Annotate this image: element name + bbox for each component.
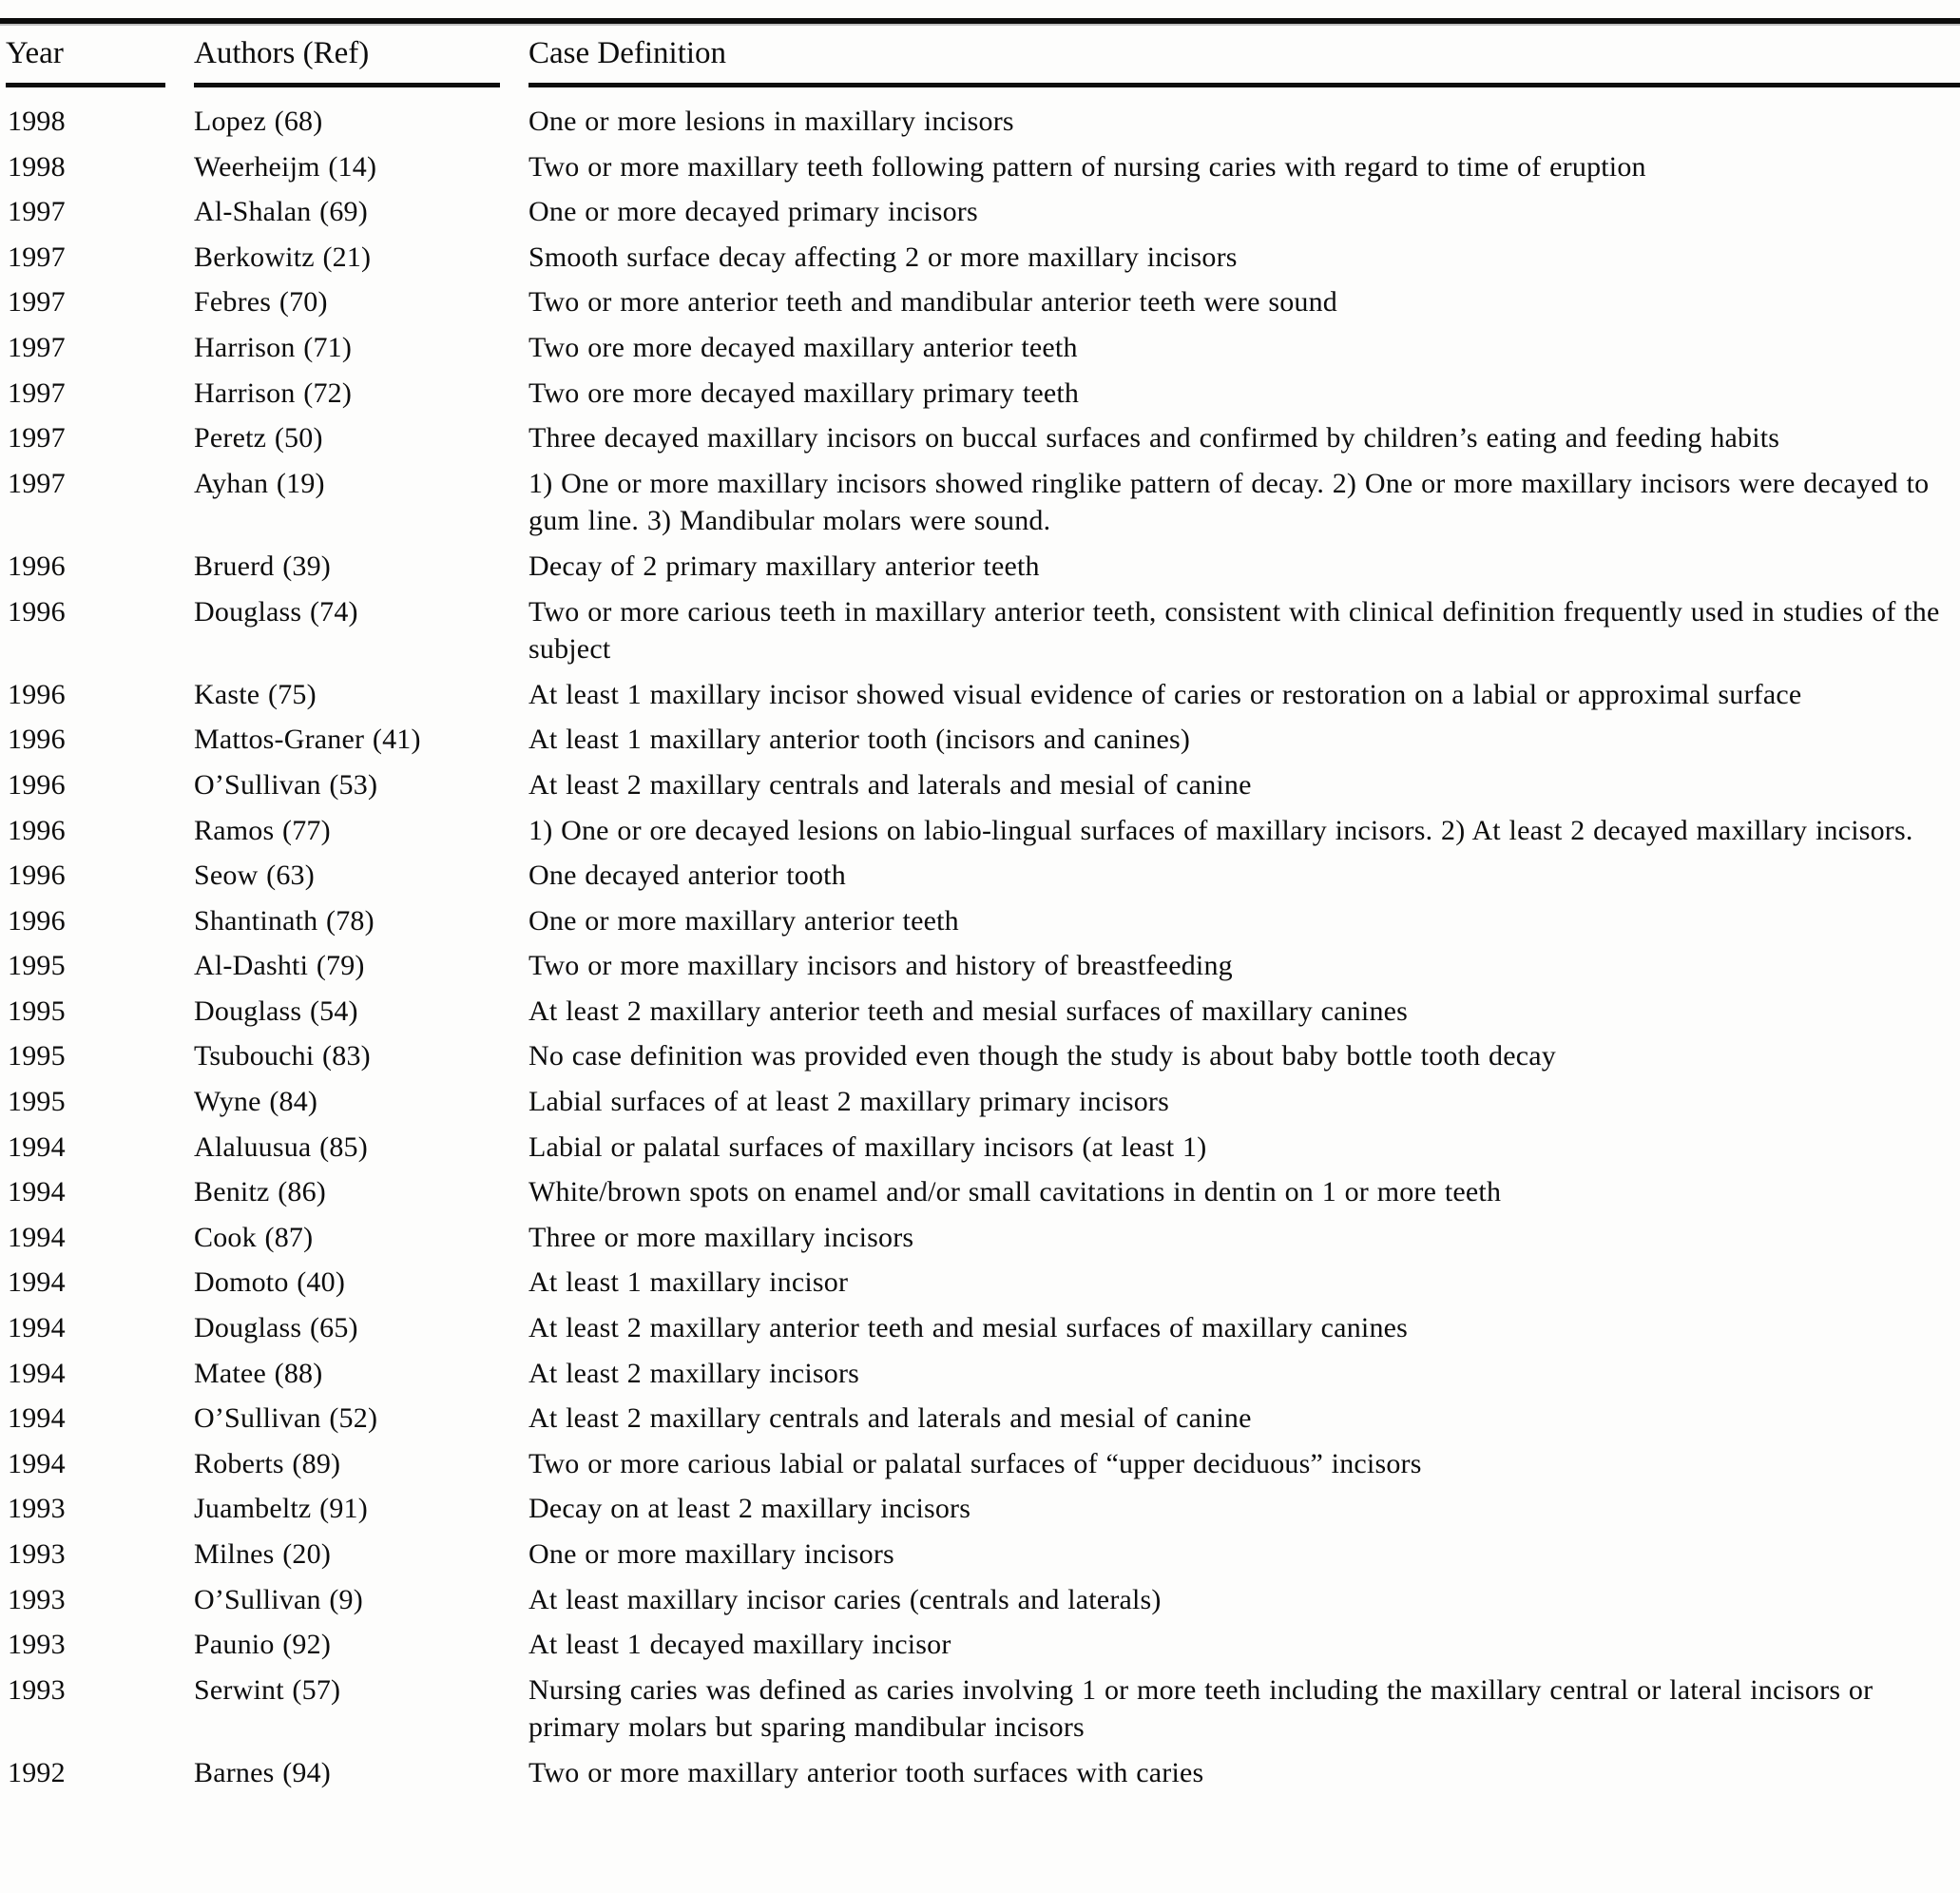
- cell-definition: At least maxillary incisor caries (centrals and laterals): [528, 1583, 1162, 1615]
- cell-authors: Weerheijm (14): [194, 150, 377, 183]
- table-row: [0, 1532, 1960, 1577]
- cell-year: 1994: [8, 1357, 66, 1389]
- column-header-case-definition: [528, 13, 1960, 87]
- table-row: [0, 1169, 1960, 1215]
- cell-year: 1995: [8, 1086, 66, 1118]
- cell-year: 1994: [8, 1447, 66, 1479]
- column-header-case-definition-label: Case Definition: [528, 36, 727, 70]
- cell-definition: Three decayed maxillary incisors on buccal surfaces and confirmed by children’s eating and feeding habits: [528, 422, 1780, 454]
- cell-year: 1997: [8, 422, 66, 454]
- cell-year: 1993: [8, 1673, 66, 1706]
- cell-year: 1996: [8, 768, 66, 801]
- cell-year: 1998: [8, 150, 66, 183]
- cell-definition: Labial or palatal surfaces of maxillary incisors (at least 1): [528, 1130, 1207, 1163]
- cell-authors: O’Sullivan (52): [194, 1402, 378, 1435]
- table-row: [0, 371, 1960, 416]
- column-header-year-label: Year: [6, 36, 64, 70]
- cell-authors: Tsubouchi (83): [194, 1040, 371, 1072]
- cell-definition: Decay on at least 2 maxillary incisors: [528, 1493, 971, 1525]
- cell-year: 1994: [8, 1176, 66, 1208]
- cell-definition: Three or more maxillary incisors: [528, 1221, 914, 1253]
- cell-year: 1996: [8, 814, 66, 846]
- cell-authors: Douglass (65): [194, 1312, 358, 1344]
- cell-authors: Bruerd (39): [194, 550, 331, 582]
- table-row: [0, 589, 1960, 672]
- column-header-authors-label: Authors (Ref): [194, 36, 370, 70]
- cell-definition: One or more maxillary incisors: [528, 1538, 894, 1570]
- cell-authors: Roberts (89): [194, 1447, 341, 1479]
- table-row: [0, 145, 1960, 190]
- table-row: [0, 1396, 1960, 1441]
- cell-year: 1994: [8, 1312, 66, 1344]
- cell-year: 1993: [8, 1629, 66, 1661]
- cell-year: 1995: [8, 995, 66, 1027]
- cell-authors: Juambeltz (91): [194, 1493, 368, 1525]
- cell-authors: Ramos (77): [194, 814, 331, 846]
- cell-definition: One or more decayed primary incisors: [528, 196, 978, 228]
- cell-authors: O’Sullivan (9): [194, 1583, 363, 1615]
- cell-year: 1992: [8, 1756, 66, 1788]
- cell-definition: Labial surfaces of at least 2 maxillary primary incisors: [528, 1086, 1169, 1118]
- cell-authors: Milnes (20): [194, 1538, 332, 1570]
- table-row: [0, 1260, 1960, 1305]
- table-row: [0, 717, 1960, 763]
- table-row: [0, 1305, 1960, 1351]
- table-row: [0, 1577, 1960, 1623]
- cell-definition: Two or more carious teeth in maxillary anterior teeth, consistent with clinical definition frequently used in studies of the subject: [528, 595, 1940, 666]
- case-definition-table: [0, 13, 1960, 1796]
- cell-authors: Douglass (54): [194, 995, 358, 1027]
- cell-definition: At least 2 maxillary centrals and laterals and mesial of canine: [528, 1402, 1252, 1435]
- cell-year: 1996: [8, 860, 66, 892]
- cell-authors: Harrison (72): [194, 377, 353, 409]
- table-row: [0, 1486, 1960, 1532]
- cell-definition: One decayed anterior tooth: [528, 860, 846, 892]
- cell-year: 1996: [8, 724, 66, 756]
- table-row: [0, 989, 1960, 1034]
- cell-authors: Al-Shalan (69): [194, 196, 368, 228]
- cell-year: 1997: [8, 331, 66, 363]
- column-header-year: [0, 13, 194, 87]
- scanned-paper-table-page: [0, 13, 1960, 1893]
- cell-definition: White/brown spots on enamel and/or small cavitations in dentin on 1 or more teeth: [528, 1176, 1502, 1208]
- cell-year: 1995: [8, 1040, 66, 1072]
- cell-year: 1993: [8, 1583, 66, 1615]
- cell-authors: Matee (88): [194, 1357, 323, 1389]
- cell-authors: Cook (87): [194, 1221, 314, 1253]
- cell-definition: At least 2 maxillary incisors: [528, 1357, 860, 1389]
- cell-authors: Serwint (57): [194, 1673, 341, 1706]
- cell-definition: At least 1 maxillary incisor showed visual evidence of caries or restoration on a labial or approximal surface: [528, 678, 1802, 710]
- cell-authors: Shantinath (78): [194, 904, 375, 937]
- table-row: [0, 235, 1960, 280]
- cell-year: 1996: [8, 678, 66, 710]
- table-row: [0, 1033, 1960, 1079]
- cell-definition: At least 2 maxillary anterior teeth and mesial surfaces of maxillary canines: [528, 1312, 1409, 1344]
- table-row: [0, 1079, 1960, 1125]
- cell-authors: Peretz (50): [194, 422, 323, 454]
- table-top-rule: [0, 18, 1960, 24]
- table-row: [0, 280, 1960, 325]
- table-row: [0, 1351, 1960, 1397]
- cell-definition: Two ore more decayed maxillary primary teeth: [528, 377, 1080, 409]
- cell-definition: Two or more anterior teeth and mandibular anterior teeth were sound: [528, 286, 1337, 319]
- cell-authors: Domoto (40): [194, 1266, 346, 1299]
- table-row: [0, 943, 1960, 989]
- table-row: [0, 1668, 1960, 1750]
- table-body: [0, 87, 1960, 1796]
- cell-year: 1998: [8, 106, 66, 137]
- cell-definition: One or more lesions in maxillary incisors: [528, 106, 1014, 137]
- cell-authors: Al-Dashti (79): [194, 950, 365, 982]
- table-row: [0, 189, 1960, 235]
- table-row: [0, 763, 1960, 808]
- cell-authors: Mattos-Graner (41): [194, 724, 421, 756]
- cell-authors: Paunio (92): [194, 1629, 332, 1661]
- cell-definition: Nursing caries was defined as caries involving 1 or more teeth including the maxillary central or lateral incisors or primary molars but sparing mandibular incisors: [528, 1673, 1874, 1744]
- table-row: [0, 1750, 1960, 1796]
- cell-year: 1994: [8, 1402, 66, 1435]
- cell-definition: Two or more maxillary anterior tooth surfaces with caries: [528, 1756, 1204, 1788]
- cell-year: 1996: [8, 904, 66, 937]
- cell-authors: Benitz (86): [194, 1176, 326, 1208]
- cell-year: 1993: [8, 1493, 66, 1525]
- column-header-authors: [194, 13, 528, 87]
- table-row: [0, 1622, 1960, 1668]
- table-row: [0, 1125, 1960, 1170]
- cell-definition: At least 1 maxillary anterior tooth (incisors and canines): [528, 724, 1191, 756]
- cell-year: 1994: [8, 1221, 66, 1253]
- cell-year: 1996: [8, 550, 66, 582]
- cell-year: 1993: [8, 1538, 66, 1570]
- cell-definition: Smooth surface decay affecting 2 or more maxillary incisors: [528, 241, 1238, 273]
- cell-year: 1994: [8, 1130, 66, 1163]
- cell-definition: At least 1 decayed maxillary incisor: [528, 1629, 951, 1661]
- cell-definition: Two or more maxillary incisors and history of breastfeeding: [528, 950, 1233, 982]
- cell-definition: One or more maxillary anterior teeth: [528, 904, 959, 937]
- cell-definition: 1) One or more maxillary incisors showed ringlike pattern of decay. 2) One or more maxillary incisors were decayed to gum line. 3) Mandibular molars were sound.: [528, 467, 1930, 537]
- table-row: [0, 853, 1960, 898]
- cell-definition: At least 1 maxillary incisor: [528, 1266, 849, 1299]
- cell-authors: Febres (70): [194, 286, 328, 319]
- cell-definition: No case definition was provided even though the study is about baby bottle tooth decay: [528, 1040, 1556, 1072]
- table-row: [0, 1441, 1960, 1487]
- table-row: [0, 544, 1960, 589]
- table-row: [0, 461, 1960, 544]
- cell-year: 1995: [8, 950, 66, 982]
- cell-year: 1994: [8, 1266, 66, 1299]
- table-header: [0, 13, 1960, 87]
- cell-year: 1997: [8, 286, 66, 319]
- cell-year: 1996: [8, 595, 66, 628]
- cell-authors: Barnes (94): [194, 1756, 331, 1788]
- cell-definition: Two or more maxillary teeth following pattern of nursing caries with regard to time of eruption: [528, 150, 1646, 183]
- table-row: [0, 808, 1960, 854]
- table-row: [0, 415, 1960, 461]
- cell-year: 1997: [8, 467, 66, 499]
- cell-authors: Seow (63): [194, 860, 315, 892]
- cell-authors: Alaluusua (85): [194, 1130, 368, 1163]
- table-row: [0, 1215, 1960, 1261]
- cell-definition: Decay of 2 primary maxillary anterior teeth: [528, 550, 1040, 582]
- table-row: [0, 898, 1960, 944]
- cell-authors: O’Sullivan (53): [194, 768, 378, 801]
- table-row: [0, 87, 1960, 145]
- cell-year: 1997: [8, 196, 66, 228]
- cell-authors: Berkowitz (21): [194, 241, 372, 273]
- cell-year: 1997: [8, 241, 66, 273]
- cell-definition: 1) One or ore decayed lesions on labio-lingual surfaces of maxillary incisors. 2) At least 2 decayed maxillary incisors.: [528, 814, 1913, 846]
- cell-authors: Wyne (84): [194, 1086, 318, 1118]
- cell-authors: Lopez (68): [194, 106, 323, 137]
- cell-authors: Kaste (75): [194, 678, 317, 710]
- cell-definition: Two ore more decayed maxillary anterior teeth: [528, 331, 1078, 363]
- cell-definition: Two or more carious labial or palatal surfaces of “upper deciduous” incisors: [528, 1447, 1422, 1479]
- cell-authors: Harrison (71): [194, 331, 353, 363]
- table-row: [0, 325, 1960, 371]
- table-row: [0, 672, 1960, 718]
- cell-authors: Ayhan (19): [194, 467, 325, 499]
- cell-definition: At least 2 maxillary centrals and laterals and mesial of canine: [528, 768, 1252, 801]
- cell-definition: At least 2 maxillary anterior teeth and mesial surfaces of maxillary canines: [528, 995, 1409, 1027]
- cell-authors: Douglass (74): [194, 595, 358, 628]
- cell-year: 1997: [8, 377, 66, 409]
